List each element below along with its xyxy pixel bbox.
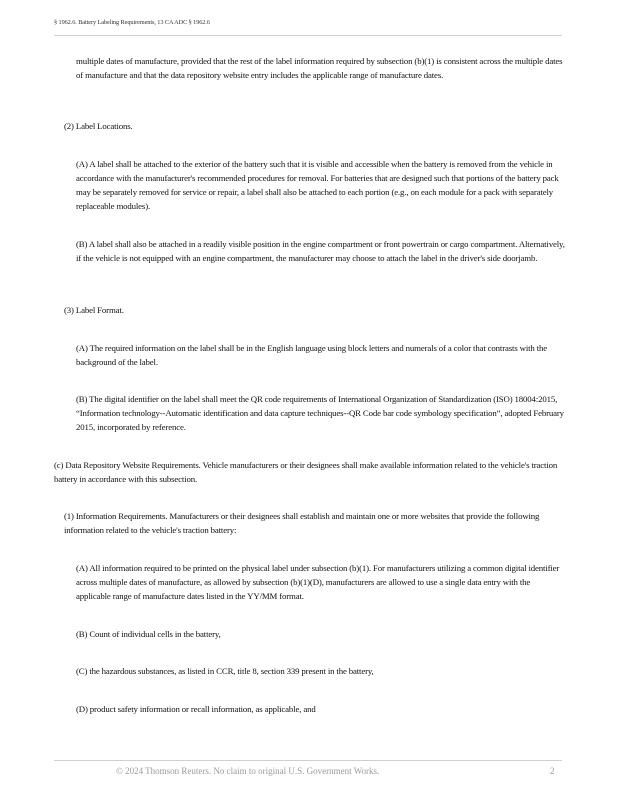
header-divider — [54, 35, 562, 36]
paragraph-c1d: (D) product safety information or recall information, as applicable, and — [76, 704, 316, 714]
paragraph-2a: (A) A label shall be attached to the exterior of the battery such that it is visible and accessible when the battery is removed from the vehicle in accordance with the manufacturer's recommended procedures for removal. For batteries that are designed such that portions of the battery pack may be separately removed for service or repair, a label shall also be attached to each portion (e.g., on each module for a pack with separately replaceable modules). — [76, 159, 559, 211]
paragraph-c1c: (C) the hazardous substances, as listed in CCR, title 8, section 339 present in the battery, — [76, 666, 374, 676]
paragraph-c: (c) Data Repository Website Requirements. Vehicle manufacturers or their designees shall make available information related to the vehicle's traction battery in accordance with this subsection. — [54, 460, 558, 484]
paragraph-3b: (B) The digital identifier on the label shall meet the QR code requirements of International Organization of Standardization (ISO) 18004:2015, “Information technology--Automatic identification and data capture techniques--QR Code bar code symbology specification”, adopted February 2015, incorporated by reference. — [76, 394, 564, 432]
heading-label-format: (3) Label Format. — [64, 305, 124, 315]
page-number: 2 — [550, 766, 555, 776]
heading-label-locations: (2) Label Locations. — [64, 121, 133, 131]
footer-copyright: © 2024 Thomson Reuters. No claim to original U.S. Government Works. — [116, 766, 380, 776]
paragraph-continuation: multiple dates of manufacture, provided that the rest of the label information required by subsection (b)(1) is consistent across the multiple dates of manufacture and that the data repository website entry includes the applicable range of manufacture dates. — [76, 56, 563, 80]
paragraph-c1b: (B) Count of individual cells in the battery, — [76, 629, 221, 639]
paragraph-c1a: (A) All information required to be printed on the physical label under subsection (b)(1). For manufacturers utilizing a common digital identifier across multiple dates of manufacture, as allowed by subsection (b)(1)(D), manufacturers are allowed to use a single data entry with the applicable range of manufacture dates listed in the YY/MM format. — [76, 563, 560, 601]
running-head: § 1962.6. Battery Labeling Requirements, 13 CA ADC § 1962.6 — [54, 19, 210, 26]
paragraph-2b: (B) A label shall also be attached in a readily visible position in the engine compartment or front powertrain or cargo compartment. Alternatively, if the vehicle is not equipped with an engine compartment, the manufacturer may choose to attach the label in the driver's side doorjamb. — [76, 239, 565, 263]
paragraph-3a: (A) The required information on the label shall be in the English language using block letters and numerals of a color that contrasts with the background of the label. — [76, 343, 548, 367]
footer-divider — [54, 760, 562, 761]
paragraph-c1: (1) Information Requirements. Manufacturers or their designees shall establish and maintain one or more websites that provide the following information related to the vehicle's traction battery: — [64, 511, 540, 535]
